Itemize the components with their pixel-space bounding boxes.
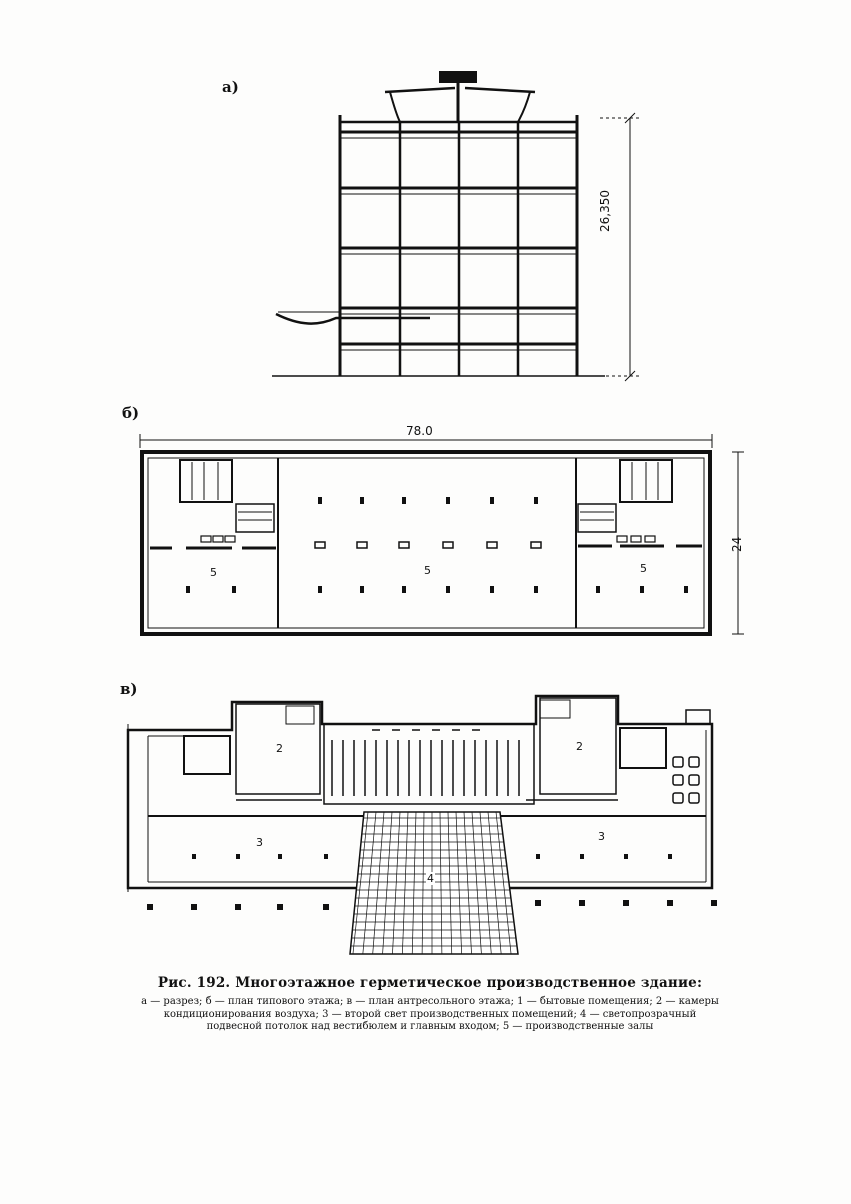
room-number: 5 <box>424 564 431 577</box>
panel-a-label: а) <box>222 78 239 96</box>
panel-b-label: б) <box>122 404 140 422</box>
room-number: 4 <box>427 872 434 885</box>
caption-legend: а — разрез; б — план типового этажа; в — план антресольного этажа; 1 — бытовые помещения; 2 — камеры кондиционирования воздуха; 3 — второй свет производственных помещений; 4 — светопрозрачный подвесной потолок над вестибюлем и главным входом; 5 — производственные залы <box>141 996 719 1032</box>
depth-dimension: 24 <box>730 536 744 552</box>
caption-title: Рис. 192. Многоэтажное герметическое производственное здание: <box>157 975 703 991</box>
room-number: 2 <box>576 740 583 753</box>
room-number: 3 <box>256 836 263 849</box>
figure-caption <box>140 975 720 1034</box>
room-number: 3 <box>598 830 605 843</box>
panel-v-label: в) <box>120 680 138 698</box>
mezzanine-floor-plan <box>128 696 717 954</box>
room-number: 5 <box>640 562 647 575</box>
height-dimension: 26,350 <box>598 190 612 232</box>
room-number: 2 <box>276 742 283 755</box>
room-number: 5 <box>210 566 217 579</box>
typical-floor-plan <box>140 434 744 634</box>
width-dimension: 78.0 <box>406 424 433 438</box>
building-section <box>272 72 640 381</box>
